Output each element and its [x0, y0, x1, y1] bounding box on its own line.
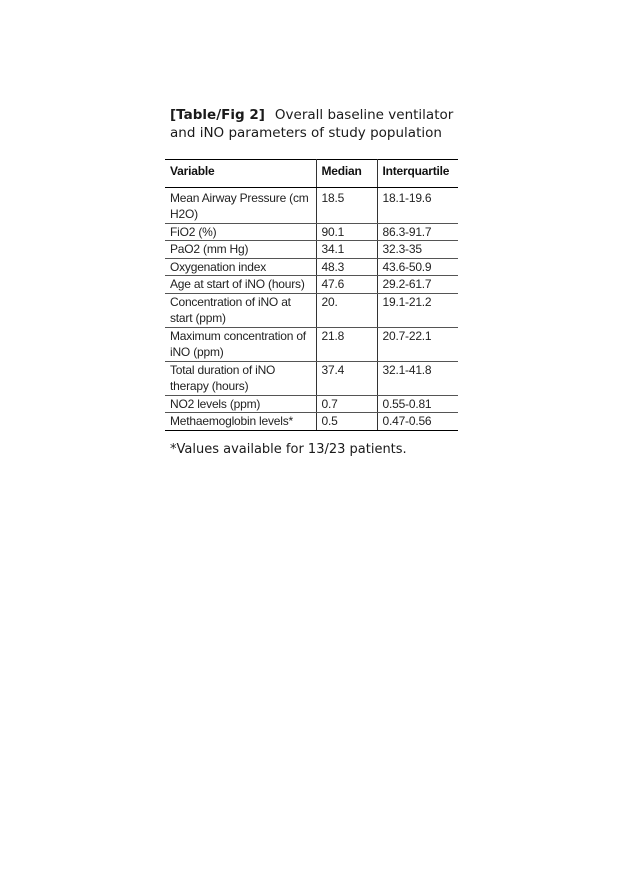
table-row [165, 361, 458, 395]
table-header-row [165, 160, 458, 188]
header-variable: Variable [165, 160, 316, 188]
table-row [165, 413, 458, 431]
parameters-table-wrapper [165, 159, 458, 431]
variable-cell: Mean Airway Pressure (cm H2O) [165, 187, 316, 223]
interquartile-cell: 20.7-22.1 [377, 327, 458, 361]
table-row [165, 327, 458, 361]
median-cell: 0.5 [316, 413, 377, 431]
interquartile-cell: 18.1-19.6 [377, 187, 458, 223]
table-row [165, 258, 458, 276]
header-interquartile: Interquartile [377, 160, 458, 188]
variable-cell: Concentration of iNO at start (ppm) [165, 293, 316, 327]
variable-cell: Methaemoglobin levels* [165, 413, 316, 431]
table-row [165, 276, 458, 294]
median-cell: 21.8 [316, 327, 377, 361]
interquartile-cell: 19.1-21.2 [377, 293, 458, 327]
median-cell: 47.6 [316, 276, 377, 294]
interquartile-cell: 43.6-50.9 [377, 258, 458, 276]
median-cell: 20. [316, 293, 377, 327]
variable-cell: NO2 levels (ppm) [165, 395, 316, 413]
median-cell: 34.1 [316, 241, 377, 259]
table-row [165, 293, 458, 327]
variable-cell: Total duration of iNO therapy (hours) [165, 361, 316, 395]
table-row [165, 223, 458, 241]
interquartile-cell: 32.1-41.8 [377, 361, 458, 395]
interquartile-cell: 0.55-0.81 [377, 395, 458, 413]
caption-text: Overall baseline ventilator and iNO parameters of study population [170, 107, 454, 141]
variable-cell: PaO2 (mm Hg) [165, 241, 316, 259]
table-row [165, 187, 458, 223]
interquartile-cell: 0.47-0.56 [377, 413, 458, 431]
variable-cell: FiO2 (%) [165, 223, 316, 241]
header-median: Median [316, 160, 377, 188]
median-cell: 18.5 [316, 187, 377, 223]
variable-cell: Age at start of iNO (hours) [165, 276, 316, 294]
variable-cell: Oxygenation index [165, 258, 316, 276]
table-row [165, 395, 458, 413]
interquartile-cell: 29.2-61.7 [377, 276, 458, 294]
footnote: *Values available for 13/23 patients. [170, 442, 407, 457]
interquartile-cell: 32.3-35 [377, 241, 458, 259]
table-caption [170, 106, 470, 142]
median-cell: 90.1 [316, 223, 377, 241]
variable-cell: Maximum concentration of iNO (ppm) [165, 327, 316, 361]
table-row [165, 241, 458, 259]
median-cell: 37.4 [316, 361, 377, 395]
parameters-table [165, 159, 458, 431]
median-cell: 0.7 [316, 395, 377, 413]
table-body [165, 187, 458, 430]
figure-label: [Table/Fig 2] [170, 107, 265, 123]
interquartile-cell: 86.3-91.7 [377, 223, 458, 241]
median-cell: 48.3 [316, 258, 377, 276]
